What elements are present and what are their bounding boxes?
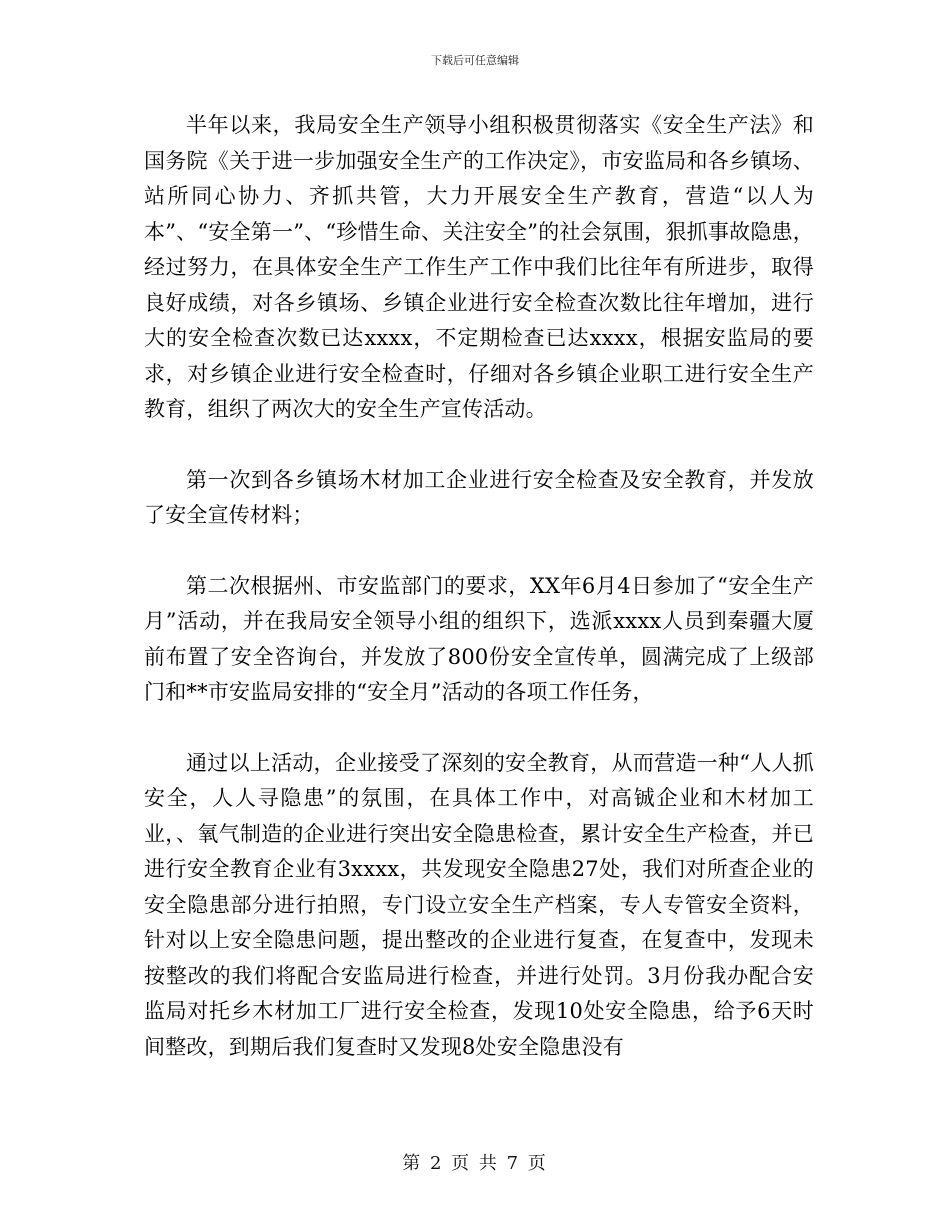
paragraph-first-activity: 第一次到各乡镇场木材加工企业进行安全检查及安全教育，并发放了安全宣传材料； — [144, 467, 814, 527]
document-body — [144, 108, 814, 1065]
paragraph-inspection-results: 通过以上活动，企业接受了深刻的安全教育，从而营造一种“人人抓安全，人人寻隐患”的氛围，在具体工作中，对高铖企业和木材加工业，、氧气制造的企业进行突出安全隐患检查，累计安全生产检查，并已进行安全教育企业有3xxxx，共发现安全隐患27处，我们对所查企业的安全隐患部分进行拍照，专门设立安全生产档案，专人专管安全资料，针对以上安全隐患问题，提出整改的企业进行复查，在复查中，发现未按整改的我们将配合安监局进行检查，并进行处罚。3月份我办配合安监局对托乡木材加工厂进行安全检查，发现10处安全隐患，给予6天时间整改，到期后我们复查时又发现8处安全隐患没有 — [144, 750, 814, 1059]
paragraph-second-activity: 第二次根据州、市安监部门的要求，XX年6月4日参加了“安全生产月”活动，并在我局安全领导小组的组织下，选派xxxx人员到秦疆大厦前布置了安全咨询台，并发放了800份安全宣传单，圆满完成了上级部门和**市安监局安排的“安全月”活动的各项工作任务， — [144, 573, 814, 704]
page-number: 第 2 页 共 7 页 — [402, 1153, 548, 1174]
paragraph-summary: 半年以来，我局安全生产领导小组积极贯彻落实《安全生产法》和国务院《关于进一步加强安全生产的工作决定》，市安监局和各乡镇场、站所同心协力、齐抓共管，大力开展安全生产教育，营造“以人为本”、“安全第一”、“珍惜生命、关注安全”的社会氛围，狠抓事故隐患，经过努力，在具体安全生产工作生产工作中我们比往年有所进步，取得良好成绩，对各乡镇场、乡镇企业进行安全检查次数比往年增加，进行大的安全检查次数已达xxxx，不定期检查已达xxxx，根据安监局的要求，对乡镇企业进行安全检查时，仔细对各乡镇企业职工进行安全生产教育，组织了两次大的安全生产宣传活动。 — [144, 113, 814, 421]
page-header-note: 下载后可任意编辑 — [431, 54, 519, 67]
